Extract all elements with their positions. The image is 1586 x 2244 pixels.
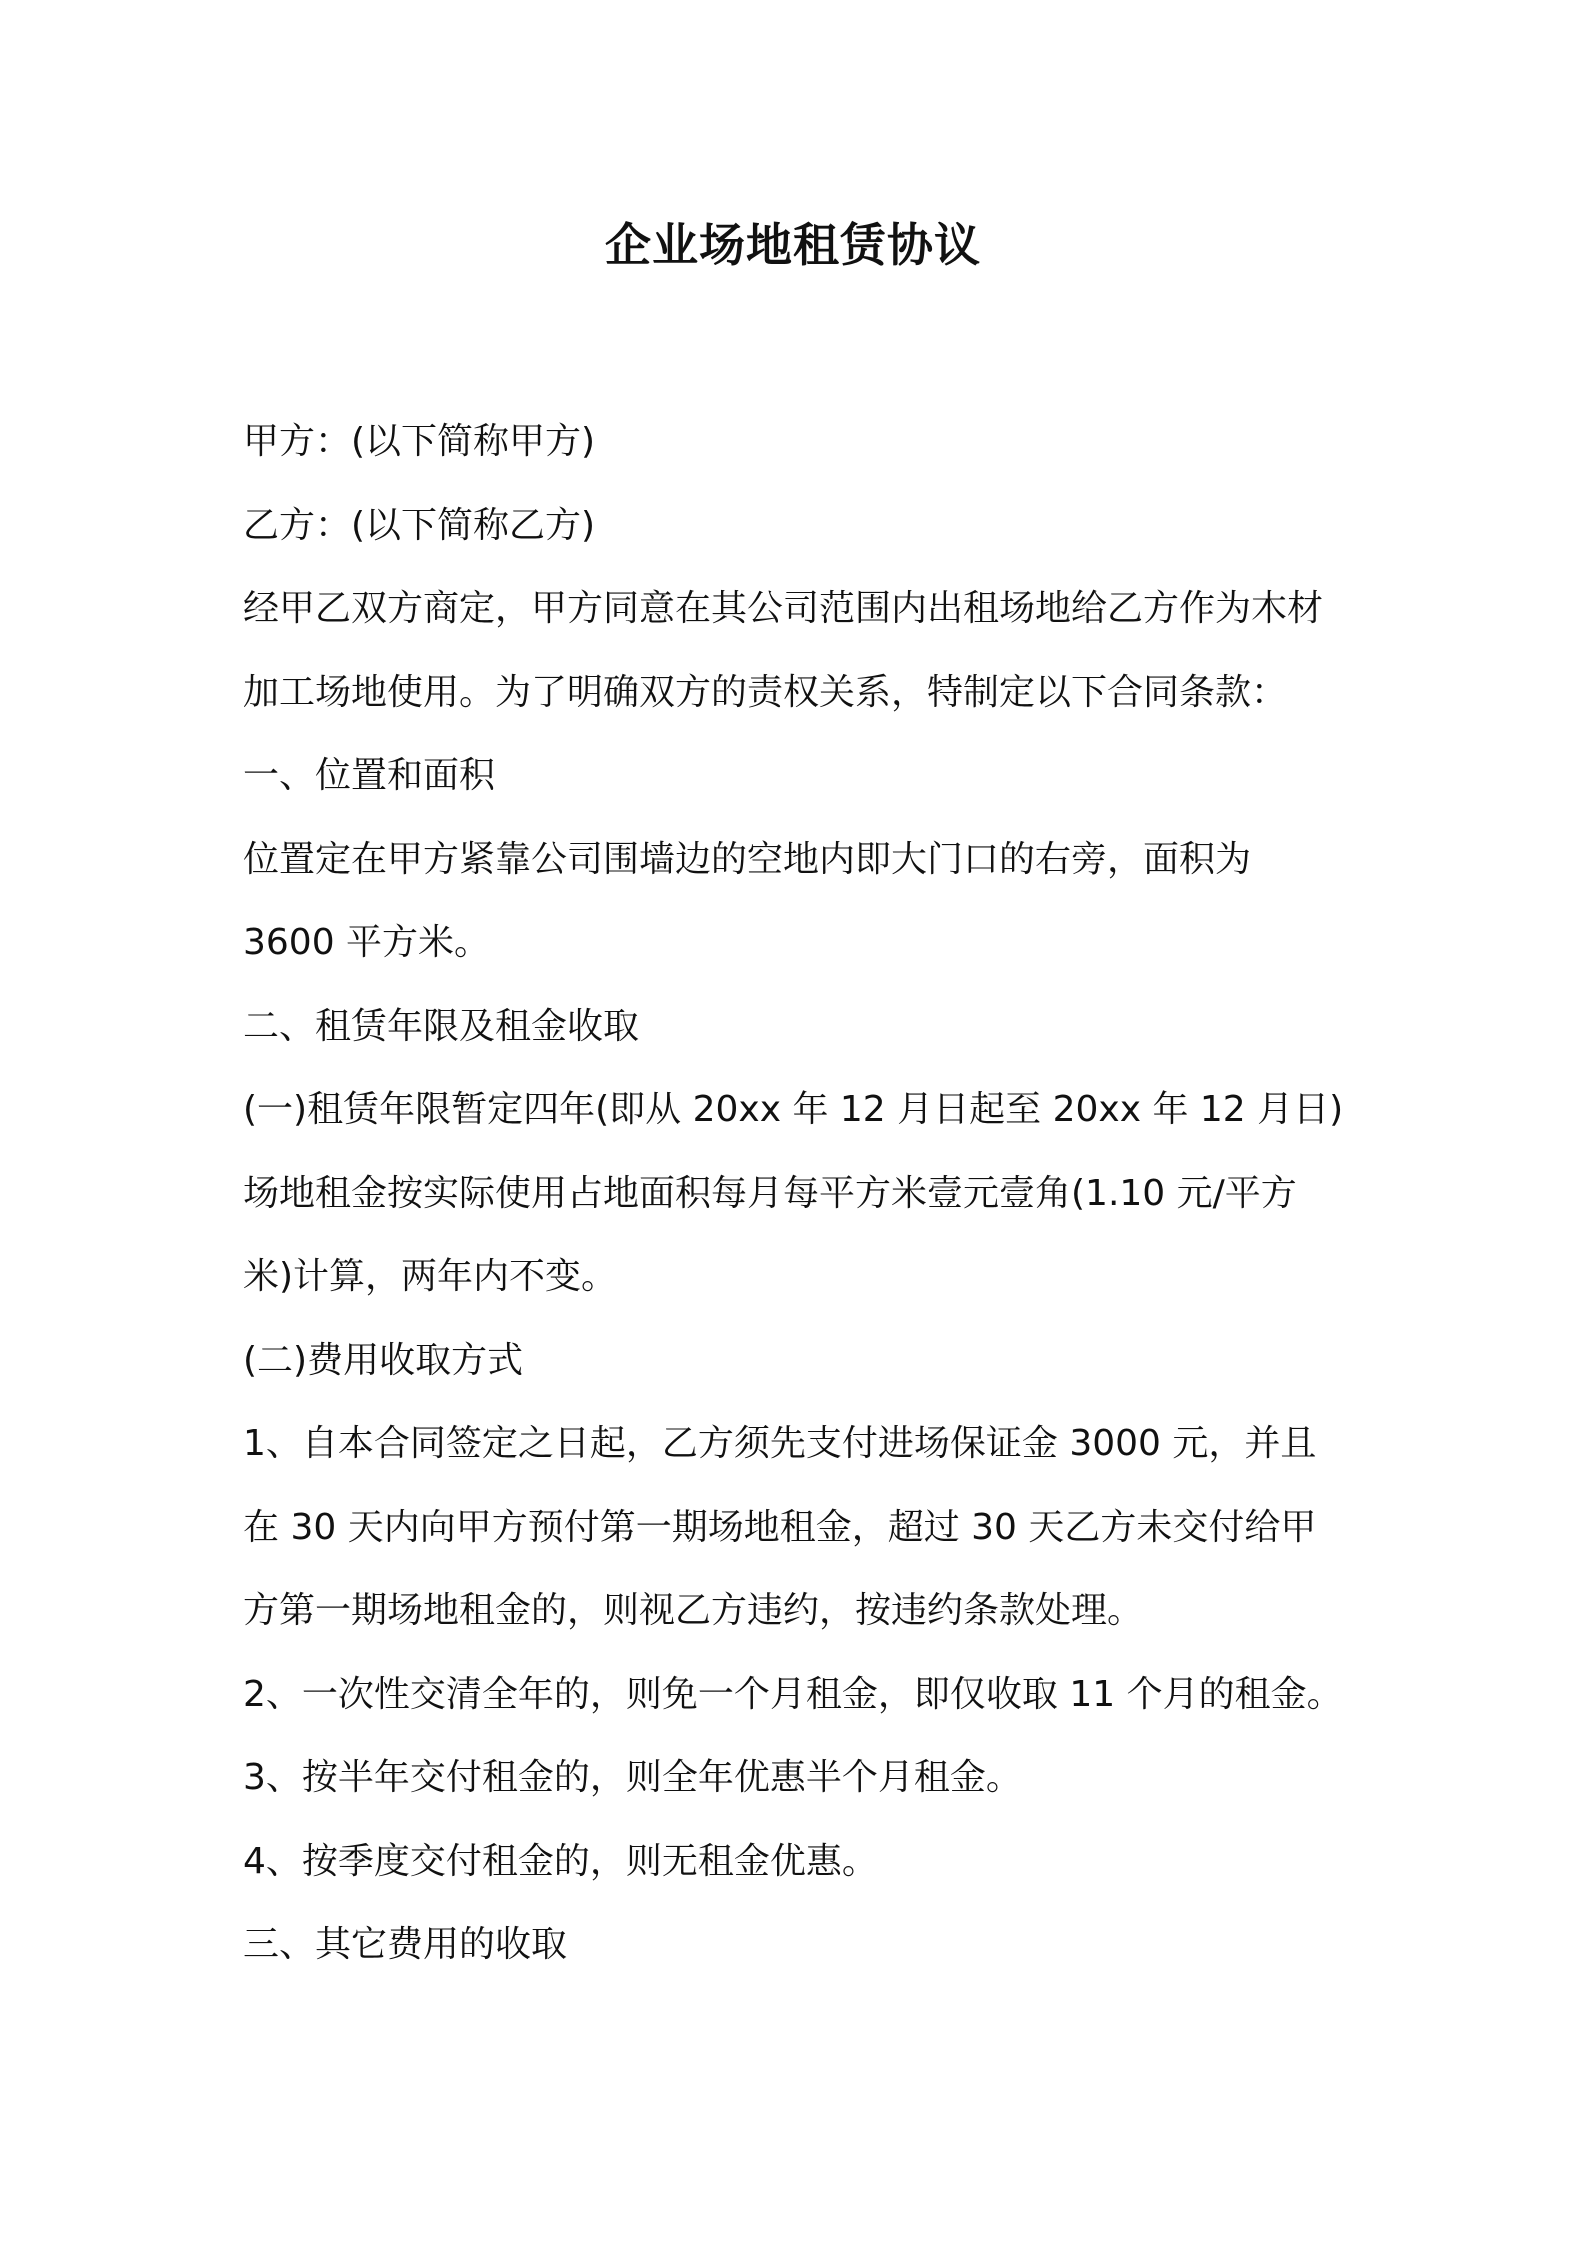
intro-paragraph-line: 经甲乙双方商定，甲方同意在其公司范围内出租场地给乙方作为木材 [243,588,1324,629]
party-a-line: 甲方：(以下简称甲方) [243,421,596,462]
list-item-line: 在 30 天内向甲方预付第一期场地租金，超过 30 天乙方未交付给甲 [243,1506,1317,1548]
section-heading-lease-term: 二、租赁年限及租金收取 [243,1005,640,1047]
document-title: 企业场地租赁协议 [605,218,981,272]
paragraph-line: 米)计算，两年内不变。 [243,1256,618,1297]
list-item-line: 4、按季度交付租金的，则无租金优惠。 [243,1840,878,1882]
document-body [243,400,1363,1987]
section-heading-other-fees: 三、其它费用的收取 [243,1924,568,1965]
list-item-line: 3、按半年交付租金的，则全年优惠半个月租金。 [243,1757,1022,1798]
list-item-line: 方第一期场地租金的，则视乙方违约，按违约条款处理。 [243,1590,1144,1631]
paragraph-line: (一)租赁年限暂定四年(即从 20xx 年 12 月日起至 20xx 年 12 月日) [243,1089,1344,1130]
paragraph-line: 3600 平方米。 [243,922,491,963]
subsection-heading-fee-collection: (二)费用收取方式 [243,1339,524,1381]
intro-paragraph-line: 加工场地使用。为了明确双方的责权关系，特制定以下合同条款： [243,671,1288,713]
list-item-line: 2、一次性交清全年的，则免一个月租金，即仅收取 11 个月的租金。 [243,1673,1343,1715]
paragraph-line: 场地租金按实际使用占地面积每月每平方米壹元壹角(1.10 元/平方 [243,1172,1297,1214]
party-b-line: 乙方：(以下简称乙方) [243,504,596,546]
paragraph-line: 位置定在甲方紧靠公司围墙边的空地内即大门口的右旁，面积为 [243,838,1252,880]
list-item-line: 1、自本合同签定之日起，乙方须先支付进场保证金 3000 元，并且 [243,1423,1317,1464]
section-heading-location: 一、位置和面积 [243,755,496,796]
